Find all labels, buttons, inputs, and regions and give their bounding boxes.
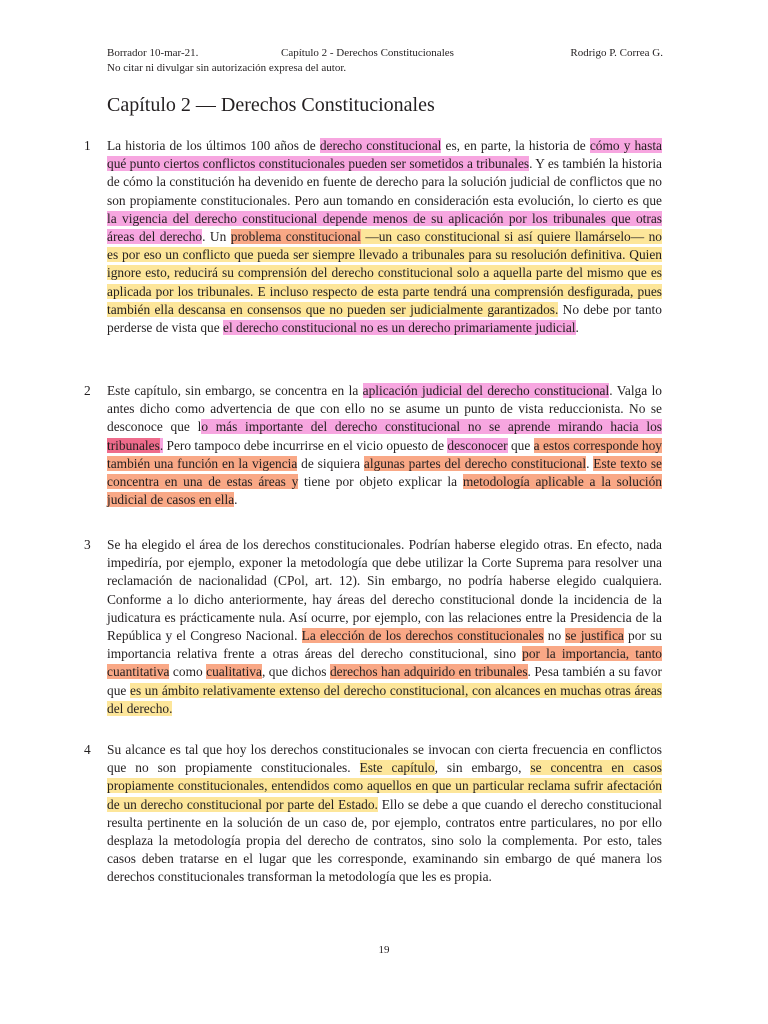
paragraph-number: 4 — [84, 742, 91, 757]
body-text: Pero tampoco debe incurrirse en el vicio opuesto de — [163, 437, 448, 453]
highlighted-text: se justifica — [565, 628, 624, 644]
highlighted-text: derechos han adquirido en tribunales — [329, 664, 528, 680]
body-text: , sin embargo, — [434, 760, 531, 776]
body-text: no — [543, 628, 566, 644]
paragraph-number: 1 — [84, 138, 91, 153]
paragraph-4 — [84, 741, 662, 887]
paragraph-text — [107, 537, 662, 716]
body-text: . Y es también la historia de cómo la constitución ha devenido en fuente de derecho para la solución judicial de conflictos que no son propiamente constitucionales. Pero aun tomando en consideración esta evolución, lo cierto es que — [107, 156, 662, 208]
draft-date: Borrador 10-mar-21. — [107, 47, 199, 59]
highlighted-text: cualitativa — [206, 664, 262, 680]
body-text: , que dichos — [261, 664, 330, 680]
paragraph-text — [107, 383, 662, 507]
body-text: No debe por tanto perderse de vista que — [107, 301, 662, 336]
highlighted-text: algunas partes del derecho constitucional — [363, 455, 587, 471]
paragraph-text — [107, 742, 662, 884]
highlighted-text: por la importancia, tanto cuantitativa — [107, 646, 662, 680]
highlighted-text: a estos corresponde hoy también una función en la vigencia — [107, 437, 662, 471]
highlighted-text: metodología aplicable a la solución judicial de casos en ella — [107, 474, 662, 508]
page-number: 19 — [378, 944, 390, 956]
highlighted-text: La elección de los derechos constitucionales — [301, 628, 544, 644]
body-text: . — [586, 455, 594, 471]
body-text: Este capítulo, sin embargo, se concentra en la — [107, 383, 363, 398]
body-text: . Valga lo antes dicho como advertencia de que con ello no se asume un punto de vista reduccionista. No se desconoce que l — [107, 383, 662, 435]
chapter-label: Capítulo 2 - Derechos Constitucionales — [281, 47, 454, 59]
highlighted-text: cómo y hasta qué punto ciertos conflictos constitucionales pueden ser sometidos a tribunales — [107, 138, 663, 172]
highlighted-text: o más importante del derecho constitucional no se aprende mirando hacia los — [201, 419, 662, 435]
highlighted-text: es un ámbito relativamente extenso del derecho constitucional, con alcances en muchas otras áreas del derecho. — [107, 682, 662, 716]
body-text: Ello se debe a que cuando el derecho constitucional resulta pertinente en la solución de un caso de, por ejemplo, contratos entre particulares, no por ello desplaza la metodología propia del derecho de contratos, sino solo la complementa. Por esto, tales casos deben tratarse en el lugar que les corresponde, examinando sin embargo de qué manera los derechos constitucionales transforman la metodología que les es propia. — [107, 796, 662, 885]
highlighted-text: derecho constitucional — [319, 138, 442, 153]
body-text: como — [169, 664, 207, 680]
running-header — [107, 46, 663, 76]
body-text: tiene por objeto explicar la — [298, 474, 463, 490]
author-name: Rodrigo P. Correa G. — [570, 47, 663, 59]
paragraph-3 — [84, 536, 663, 718]
body-text: . Pesa también a su favor que — [107, 664, 663, 698]
body-text: de siquiera — [297, 455, 364, 471]
highlighted-text: tribunales — [107, 437, 160, 453]
highlighted-text: —un caso constitucional si así quiere llamárselo— no es por eso un conflicto que pueda ser siempre llevado a tribunales para su resolución definitiva. Quien ignore esto, reducirá su comprensión del derecho constitucional solo a aquella parte del mismo que es aplicada por los tribunales. E incluso respecto de esta parte tendrá una comprensión desfigurada, pues también ella descansa en consensos que no pueden ser judicialmente garantizados. — [107, 229, 662, 317]
copyright-notice: No citar ni divulgar sin autorización expresa del autor. — [107, 62, 347, 74]
paragraph-text — [107, 138, 662, 335]
paragraph-number: 3 — [84, 537, 91, 552]
highlighted-text: la vigencia del derecho constitucional depende menos de su aplicación por los tribunales que otras áreas del derecho — [107, 210, 662, 245]
highlighted-text: Este texto se concentra en una de estas áreas y — [107, 455, 662, 490]
body-text: Su alcance es tal que hoy los derechos constitucionales se invocan con cierta frecuencia en conflictos que no son propiamente constitucionales. — [107, 742, 662, 776]
paragraph-number: 2 — [84, 383, 91, 398]
paragraph-1 — [84, 137, 663, 337]
body-text: es, en parte, la historia de — [441, 138, 590, 153]
highlighted-text: Este capítulo — [359, 760, 435, 776]
highlighted-text: problema constitucional — [230, 229, 361, 245]
body-text: La historia de los últimos 100 años de — [107, 138, 320, 153]
chapter-title: Capítulo 2 — Derechos Constitucionales — [107, 94, 435, 116]
body-text: . — [575, 320, 579, 336]
highlighted-text: se concentra en casos propiamente constitucionales, entendidos como aquellos en que un particular reclama sufrir afectación de un derecho constitucional por parte del Estado. — [107, 760, 662, 812]
paragraph-2 — [84, 382, 662, 509]
body-text: por su importancia relativa frente a otras áreas del derecho constitucional, sino — [107, 628, 663, 662]
highlighted-text: el derecho constitucional no es un derecho primariamente judicial — [223, 320, 576, 336]
body-text: . — [234, 492, 238, 508]
body-text: Se ha elegido el área de los derechos constitucionales. Podrían haberse elegido otras. En efecto, nada impediría, por ejemplo, exponer la metodología que debe utilizar la Corte Suprema para resolver una reclamación de nacionalidad (CPol, art. 12). Sin embargo, no podría haberse elegido cualquiera. Conforme a lo dicho anteriormente, hay áreas del derecho constitucional donde la incidencia de la judicatura es prácticamente nula. Así ocurre, por ejemplo, con las relaciones entre la Presidencia de la República y el Congreso Nacional. — [107, 537, 662, 644]
highlighted-text: aplicación judicial del derecho constitucional — [362, 383, 610, 398]
body-text: . Un — [202, 229, 231, 245]
highlighted-text: desconocer — [447, 437, 508, 453]
highlighted-text: . — [159, 437, 164, 453]
body-text: que — [507, 437, 534, 453]
